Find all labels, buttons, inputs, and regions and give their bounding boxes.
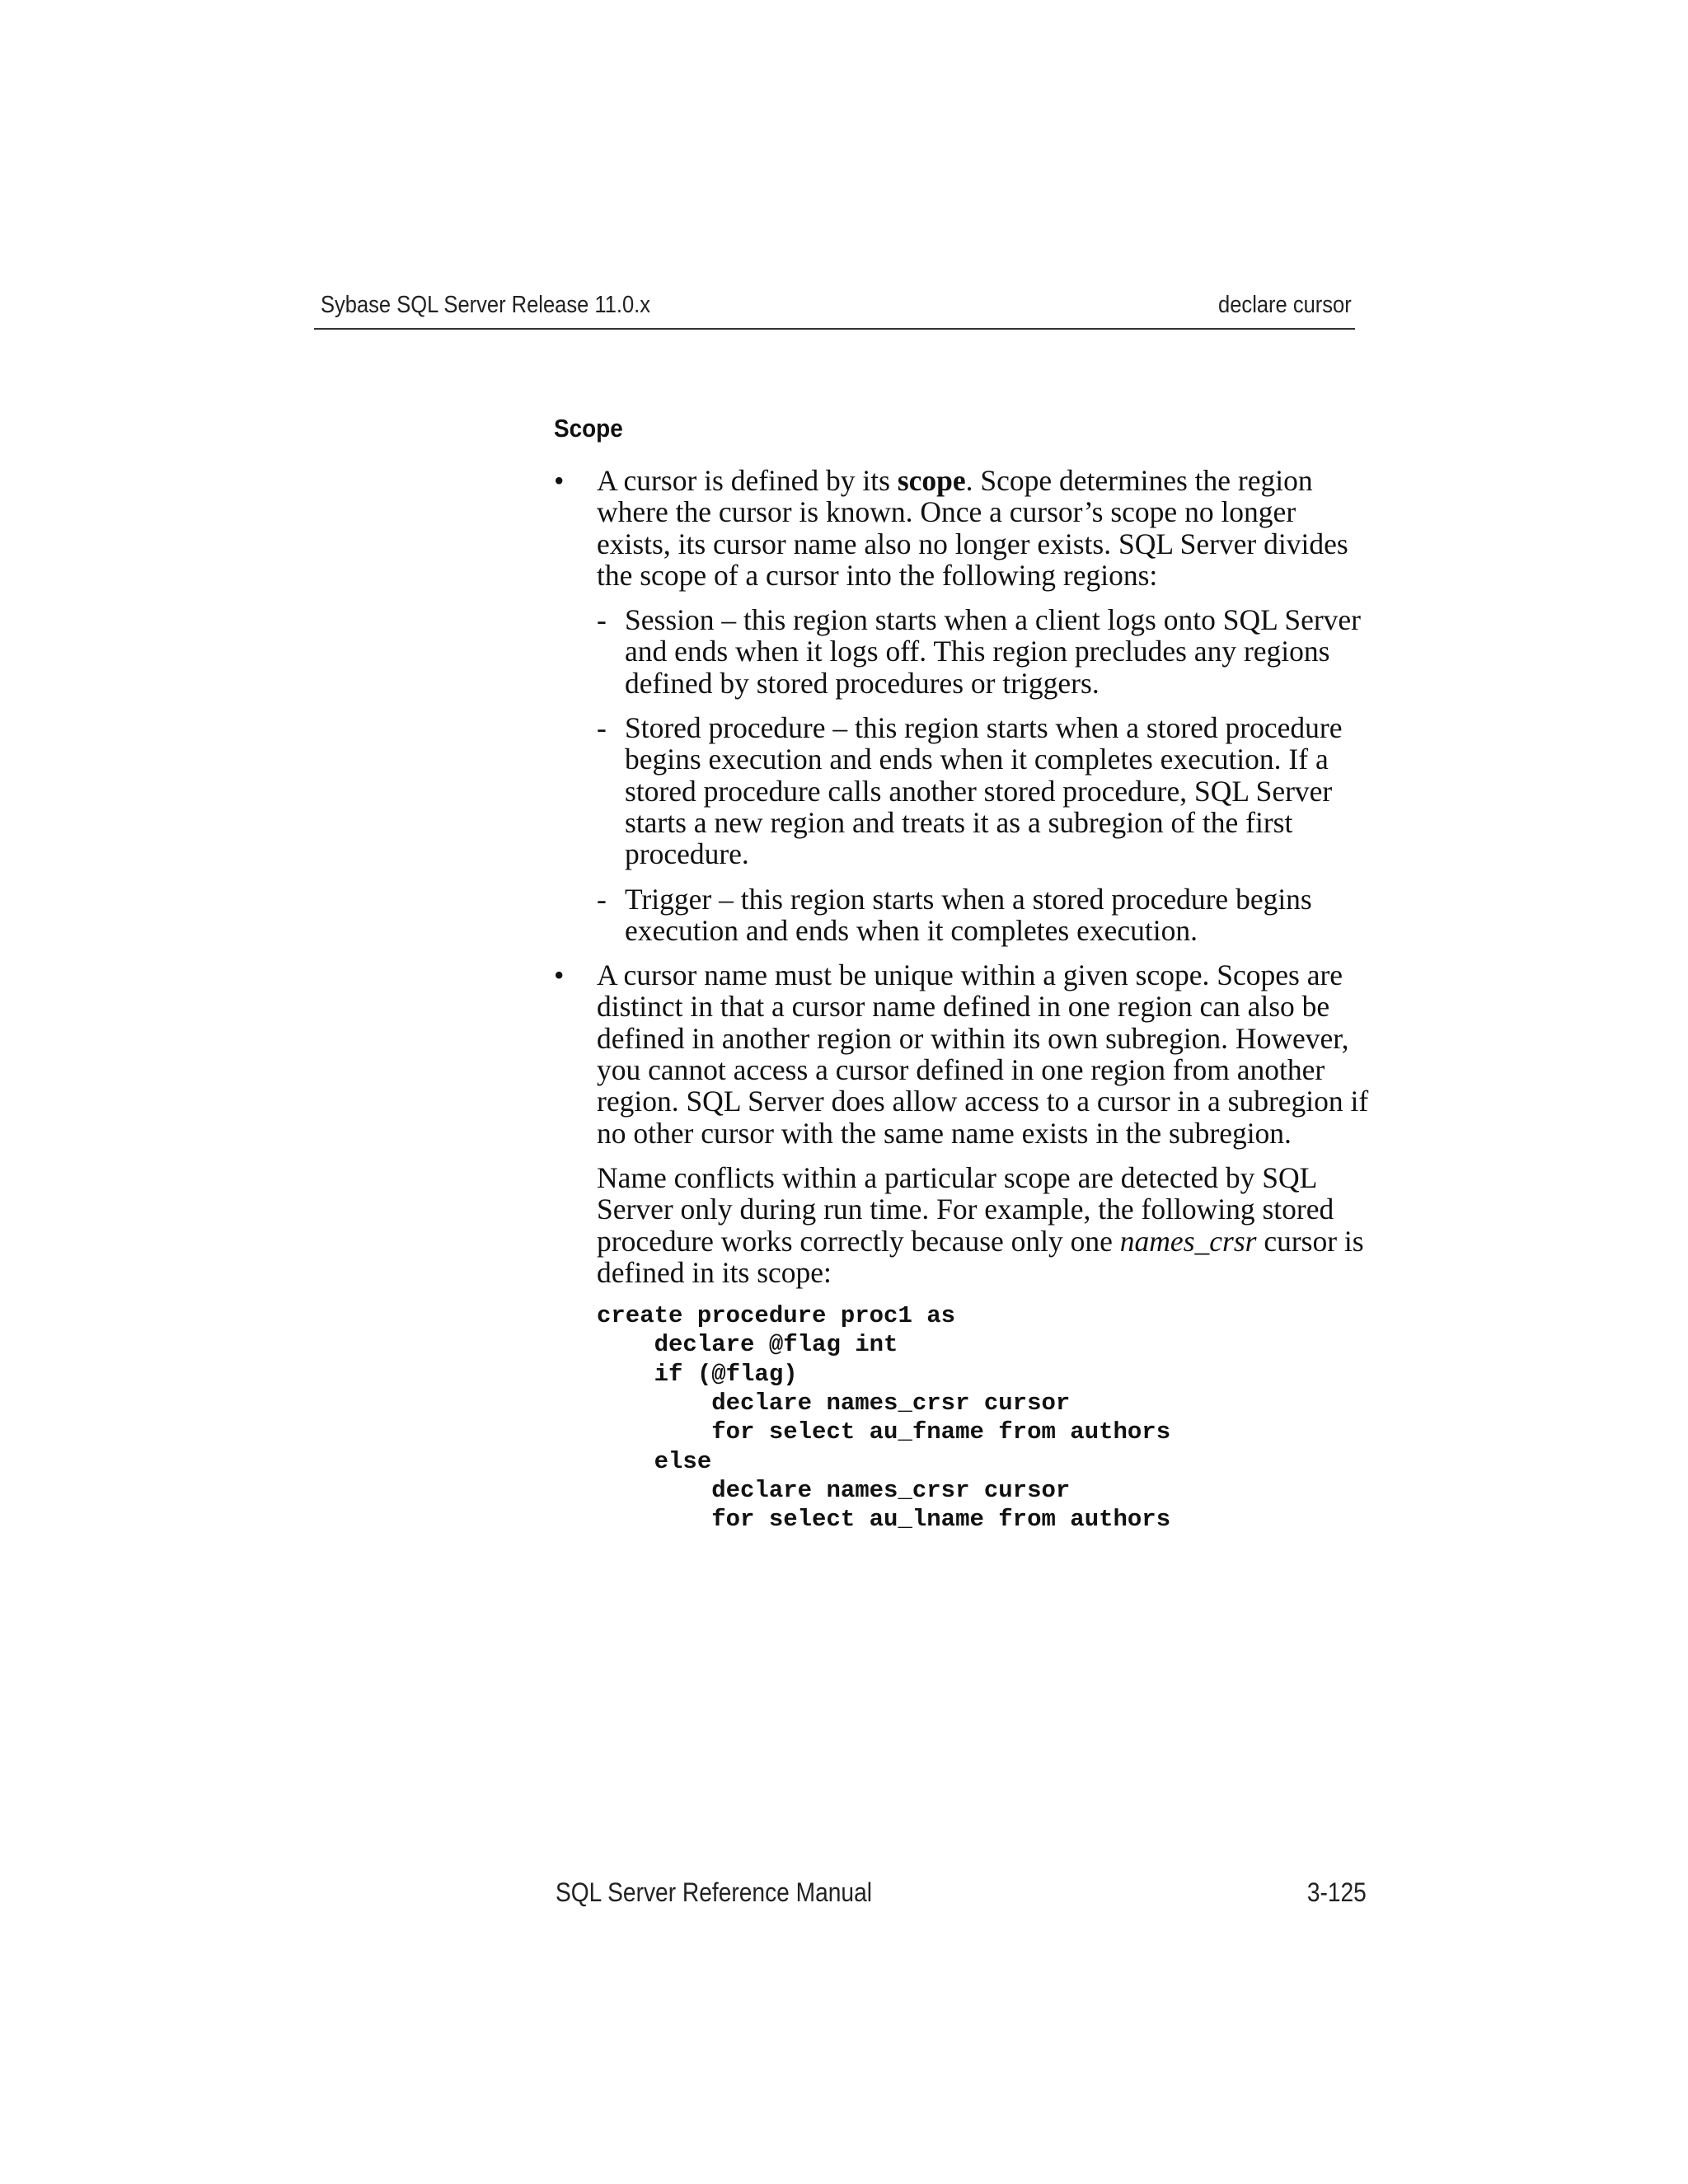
bold-term-scope: scope bbox=[897, 464, 966, 497]
dash-icon: - bbox=[597, 882, 607, 916]
dash-icon: - bbox=[597, 603, 607, 637]
bullet-item-name-uniqueness bbox=[554, 959, 1370, 1534]
paragraph-text: Name conflicts within a particular scope are detected by SQL Server only during run time. For example, the following stored procedure works correctly because only one bbox=[597, 1160, 1334, 1258]
sub-item-stored-procedure bbox=[597, 712, 1370, 869]
sub-item-text: Stored procedure – this region starts when a stored procedure begins execution and ends when it completes execution. If a stored procedure calls another stored procedure, SQL Server starts a new region and treats it as a subregion of the first procedure. bbox=[625, 711, 1343, 871]
footer-manual-title: SQL Server Reference Manual bbox=[556, 1877, 872, 1907]
page-header bbox=[314, 287, 1355, 330]
dash-icon: - bbox=[597, 711, 607, 745]
sub-item-trigger bbox=[597, 883, 1370, 947]
code-example: create procedure proc1 as declare @flag int if (@flag) declare names_crsr cursor for select au_fname from authors else declare names_crsr cursor for select au_lname from authors bbox=[597, 1302, 1171, 1534]
header-title: Sybase SQL Server Release 11.0.x bbox=[321, 292, 651, 318]
page-content bbox=[554, 404, 1370, 1535]
paragraph-text: . Scope determines the region where the cursor is known. Once a cursor’s scope no longer exists, its cursor name also no longer exists. SQL Server divides the scope of a cursor into the following regions: bbox=[597, 464, 1348, 592]
section-heading: Scope bbox=[554, 414, 623, 443]
bullet-icon: • bbox=[554, 958, 565, 992]
sub-item-text: Trigger – this region starts when a stored procedure begins execution and ends when it completes execution. bbox=[625, 882, 1312, 947]
paragraph-text: A cursor is defined by its bbox=[597, 464, 898, 497]
italic-term-names-crsr: names_crsr bbox=[1119, 1224, 1257, 1258]
paragraph-text: cursor is defined in its scope: bbox=[597, 1224, 1364, 1289]
header-section-name: declare cursor bbox=[1218, 292, 1352, 318]
name-conflicts-paragraph bbox=[597, 1162, 1370, 1288]
scope-definition-paragraph bbox=[597, 465, 1370, 591]
name-uniqueness-paragraph: A cursor name must be unique within a given scope. Scopes are distinct in that a cursor name defined in one region can also be defined in another region or within its own subregion. However, you cannot access a cursor defined in one region from another region. SQL Server does allow access to a cursor in a subregion if no other cursor with the same name exists in the subregion. bbox=[597, 958, 1369, 1150]
bullet-icon: • bbox=[554, 464, 565, 497]
page-number: 3-125 bbox=[1306, 1877, 1367, 1907]
sub-item-session bbox=[597, 604, 1370, 699]
sub-item-text: Session – this region starts when a client logs onto SQL Server and ends when it logs off. This region precludes any regions defined by stored procedures or triggers. bbox=[625, 603, 1361, 700]
bullet-item-scope-definition bbox=[554, 465, 1370, 946]
